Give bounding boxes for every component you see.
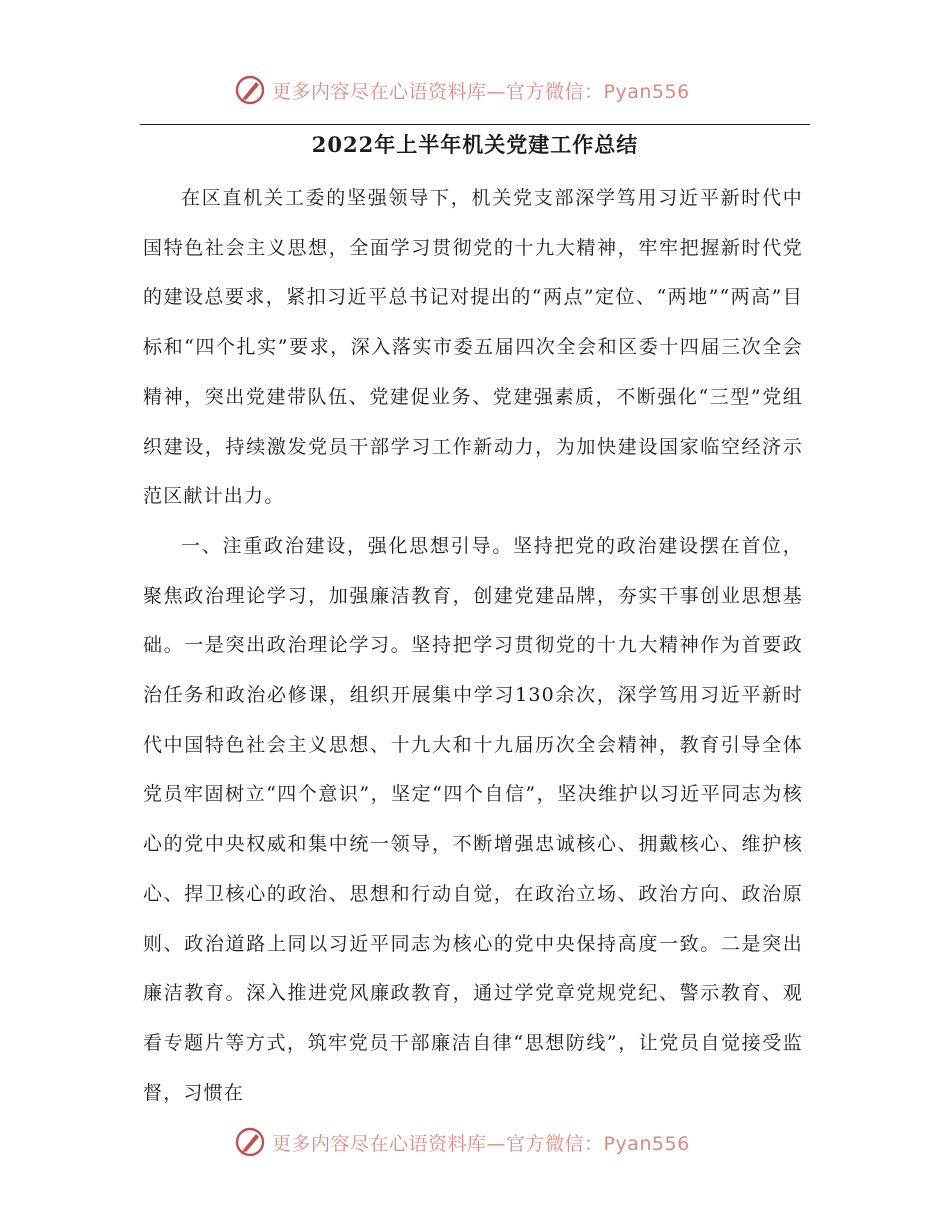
body-paragraph: 在区直机关工委的坚强领导下，机关党支部深学笃用习近平新时代中国特色社会主义思想，全面学习贯彻党的十九大精神，牢牢把握新时代党的建设总要求，紧扣习近平总书记对提出的“两点”定位、“两地”“两高”目标和“四个扎实”要求，深入落实市委五届四次全会和区委十四届三次全会精神，突出党建带队伍、党建促业务、党建强素质，不断强化“三型”党组织建设，持续激发党员干部学习工作新动力，为加快建设国家临空经济示范区献计出力。 bbox=[143, 187, 803, 508]
footer-watermark bbox=[234, 1122, 690, 1162]
header-divider bbox=[140, 124, 810, 125]
document-title: 2022年上半年机关党建工作总结 bbox=[311, 132, 639, 157]
watermark-text: 更多内容尽在心语资料库—官方微信：Pyan556 bbox=[272, 1132, 690, 1155]
header-watermark bbox=[234, 70, 690, 110]
quill-logo-icon bbox=[234, 1126, 266, 1158]
watermark-text: 更多内容尽在心语资料库—官方微信：Pyan556 bbox=[272, 80, 690, 103]
quill-logo-icon bbox=[234, 74, 266, 106]
body-paragraph: 一、注重政治建设，强化思想引导。坚持把党的政治建设摆在首位，聚焦政治理论学习，加强廉洁教育，创建党建品牌，夯实干事创业思想基础。一是突出政治理论学习。坚持把学习贯彻党的十九大精神作为首要政治任务和政治必修课，组织开展集中学习130余次，深学笃用习近平新时代中国特色社会主义思想、十九大和十九届历次全会精神，教育引导全体党员牢固树立“四个意识”，坚定“四个自信”，坚决维护以习近平同志为核心的党中央权威和集中统一领导，不断增强忠诚核心、拥戴核心、维护核心、捍卫核心的政治、思想和行动自觉，在政治立场、政治方向、政治原则、政治道路上同以习近平同志为核心的党中央保持高度一致。二是突出廉洁教育。深入推进党风廉政教育，通过学党章党规党纪、警示教育、观看专题片等方式，筑牢党员干部廉洁自律“思想防线”，让党员自觉接受监督，习惯在 bbox=[143, 534, 803, 1104]
document-body bbox=[143, 150, 803, 1118]
